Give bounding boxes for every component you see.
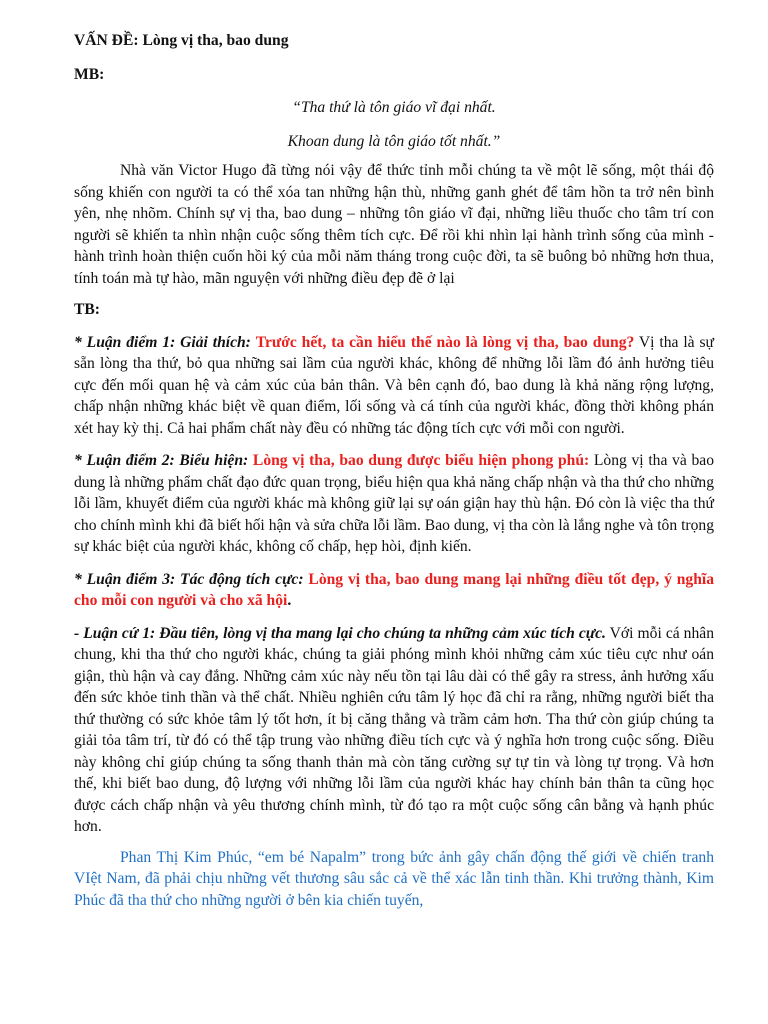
point-3-highlight: Lòng vị tha, bao dung mang lại những điều tốt đẹp, ý nghĩa cho mỗi con người và cho xã hội <box>74 570 715 609</box>
point-1 <box>74 332 714 440</box>
argument-1 <box>74 623 714 838</box>
mb-heading: MB: <box>74 65 105 83</box>
document-page <box>74 30 714 911</box>
quote-line-2: Khoan dung là tôn giáo tốt nhất.” <box>287 132 501 150</box>
quote-line-1: “Tha thứ là tôn giáo vĩ đại nhất. <box>292 99 496 116</box>
example-paragraph: Phan Thị Kim Phúc, “em bé Napalm” trong bức ảnh gây chấn động thế giới về chiến tranh VIệt Nam, đã phải chịu những vết thương sâu sắc cả về thể xác lẫn tinh thần. Khi trưởng thành, Kim Phúc đã tha thứ cho những người ở bên kia chiến tuyến, <box>74 848 714 909</box>
document-title <box>74 30 714 52</box>
argument-1-body: Với mỗi cá nhân chung, khi tha thứ cho người khác, chúng ta giải phóng mình khỏi những cảm xúc tiêu cực như oán giận, thù hận và cay đắng. Những cảm xúc này nếu tồn tại lâu dài có thể gây ra stress, ảnh hưởng xấu đến sức khỏe tinh thần và thể chất. Nhiều nghiên cứu tâm lý học đã chỉ ra rằng, những người biết tha thứ thường có sức khỏe tâm lý tốt hơn, ít bị căng thẳng và trầm cảm hơn. Tha thứ còn giúp chúng ta giải tỏa tâm trí, từ đó có thể tập trung vào những điều tích cực và ý nghĩa hơn trong cuộc sống. Điều này không chỉ giúp chúng ta sống thanh thản mà còn tăng cường sự tự tin và lòng tự trọng. Và hơn thế, khi biết bao dung, độ lượng với những lỗi lầm của người khác hay chính bản thân ta cũng học được cách chấp nhận và yêu thương chính mình, từ đó tạo ra một cuộc sống cân bằng và hạnh phúc hơn. <box>74 624 714 835</box>
point-2 <box>74 450 714 558</box>
point-3 <box>74 569 714 612</box>
point-3-label: * Luận điểm 3: Tác động tích cực: <box>74 570 304 588</box>
point-3-end: . <box>287 592 292 609</box>
point-1-label: * Luận điểm 1: Giải thích: <box>74 333 251 351</box>
argument-1-label: - Luận cứ 1: Đầu tiên, lòng vị tha mang lại cho chúng ta những cảm xúc tích cực. <box>74 624 606 642</box>
point-1-body: Vị tha là sự sẵn lòng tha thứ, bỏ qua những sai lầm của người khác, không để những lỗi lầm đó ảnh hưởng tiêu cực đến mối quan hệ và cảm xúc của bản thân. Và bên cạnh đó, bao dung là khả năng rộng lượng, chấp nhận những khác biệt về quan điểm, lối sống và cá tính của người khác, đồng thời không phán xét hay kỳ thị. Cả hai phẩm chất này đều có những tác động tích cực với mỗi con người. <box>74 333 714 437</box>
point-2-highlight: Lòng vị tha, bao dung được biểu hiện phong phú: <box>252 452 590 469</box>
title-label: VẤN ĐỀ: <box>74 32 139 49</box>
point-1-highlight: Trước hết, ta cần hiểu thế nào là lòng vị tha, bao dung? <box>255 333 635 351</box>
point-2-label: * Luận điểm 2: Biểu hiện: <box>74 452 249 469</box>
tb-heading: TB: <box>74 301 100 318</box>
title-text: Lòng vị tha, bao dung <box>142 32 289 49</box>
point-2-body: Lòng vị tha và bao dung là những phẩm chất đạo đức quan trọng, biểu hiện qua khả năng chấp nhận và tha thứ cho những lỗi lầm, khuyết điểm của người khác mà không giữ lại sự oán giận hay thù hận. Đó còn là việc tha thứ cho chính mình khi đã biết hối hận và sửa chữa lỗi lầm. Bao dung, vị tha còn là lắng nghe và tôn trọng sự khác biệt của người khác, không cố chấp, hẹp hòi, định kiến. <box>74 452 714 555</box>
intro-paragraph: Nhà văn Victor Hugo đã từng nói vậy để thức tỉnh mỗi chúng ta về một lẽ sống, một thái độ sống khiến con người ta có thể xóa tan những hận thù, những ganh ghét để tâm hồn ta trở nên bình yên, nhẹ nhõm. Chính sự vị tha, bao dung – những tôn giáo vĩ đại, những liều thuốc cho tâm trí con người sẽ khiến ta nhìn nhận cuộc sống thêm tích cực. Để rồi khi nhìn lại hành trình sống của mình - hành trình hoàn thiện cuốn hồi ký của mỗi năm tháng trong cuộc đời, ta sẽ buông bỏ những hơn thua, tính toán mà tự hào, mãn nguyện với những điều đẹp đẽ ở lại <box>74 162 714 287</box>
